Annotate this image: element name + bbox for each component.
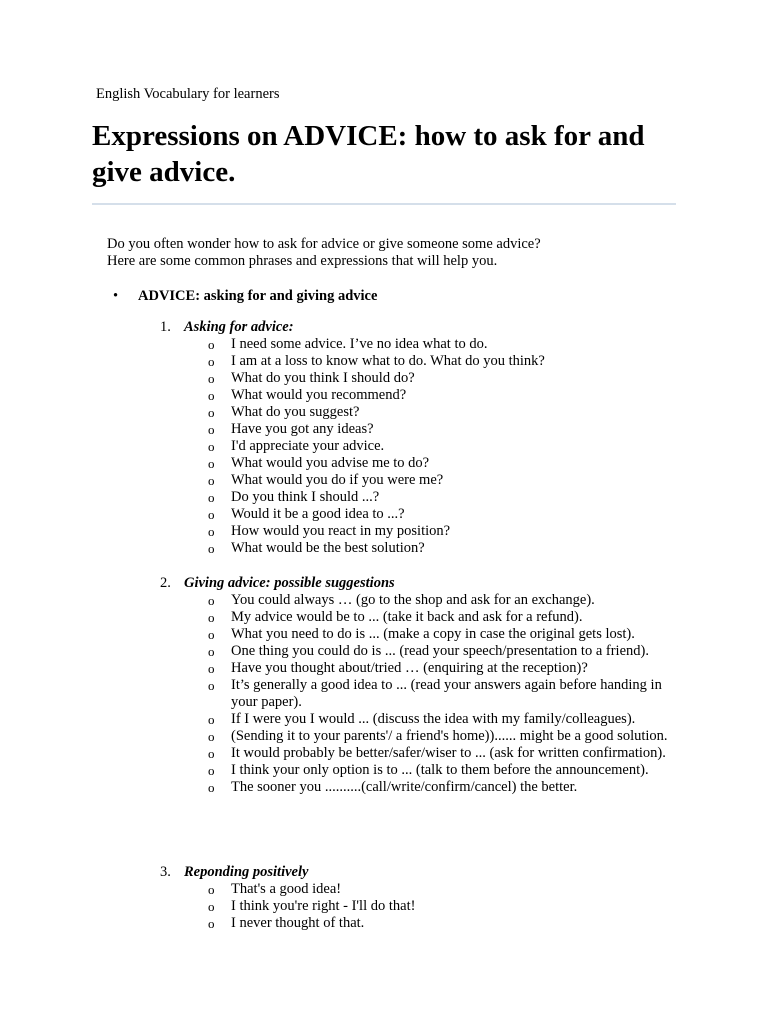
- list-item-text: I'd appreciate your advice.: [231, 438, 385, 454]
- list-item: [160, 404, 679, 421]
- list-item: [160, 387, 679, 404]
- page-title: Expressions on ADVICE: how to ask for and give advice.: [92, 120, 645, 188]
- section-asking-for-advice: [160, 319, 700, 557]
- list-item-text: What would you do if you were me?: [231, 472, 444, 488]
- circle-bullet-icon: o: [208, 473, 215, 488]
- list-item: [160, 898, 679, 915]
- list-item: [160, 438, 679, 455]
- list-item-text: Have you thought about/tried … (enquiring at the reception)?: [231, 660, 588, 676]
- circle-bullet-icon: o: [208, 507, 215, 522]
- list-item-text: What you need to do is ... (make a copy in case the original gets lost).: [231, 626, 635, 642]
- circle-bullet-icon: o: [208, 661, 215, 676]
- list-item: [160, 523, 679, 540]
- circle-bullet-icon: o: [208, 456, 215, 471]
- list-item-text: I think you're right - I'll do that!: [231, 898, 416, 914]
- phrase-list: [160, 336, 700, 557]
- list-item: [160, 540, 679, 557]
- list-item-text: I never thought of that.: [231, 915, 365, 931]
- circle-bullet-icon: o: [208, 524, 215, 539]
- circle-bullet-icon: o: [208, 746, 215, 761]
- circle-bullet-icon: o: [208, 439, 215, 454]
- circle-bullet-icon: o: [208, 354, 215, 369]
- list-item-text: Have you got any ideas?: [231, 421, 374, 437]
- list-item: [160, 336, 679, 353]
- section-heading: Asking for advice:: [184, 319, 294, 335]
- list-item: [160, 353, 679, 370]
- list-item: [160, 779, 679, 796]
- site-label: English Vocabulary for learners: [96, 86, 280, 102]
- section-number: 1.: [160, 319, 171, 335]
- circle-bullet-icon: o: [208, 405, 215, 420]
- section-heading-row: [160, 864, 700, 881]
- circle-bullet-icon: o: [208, 371, 215, 386]
- list-item-text: One thing you could do is ... (read your speech/presentation to a friend).: [231, 643, 649, 659]
- list-item: [160, 643, 679, 660]
- list-item: [160, 592, 679, 609]
- list-item-text: What would you recommend?: [231, 387, 407, 403]
- list-item: [160, 506, 679, 523]
- list-item: [160, 660, 679, 677]
- list-item: [160, 489, 679, 506]
- circle-bullet-icon: o: [208, 388, 215, 403]
- title-divider: [92, 203, 676, 205]
- list-item-text: It would probably be better/safer/wiser to ... (ask for written confirmation).: [231, 745, 666, 761]
- circle-bullet-icon: o: [208, 627, 215, 642]
- list-item-text: What do you suggest?: [231, 404, 360, 420]
- circle-bullet-icon: o: [208, 899, 215, 914]
- list-item: [160, 370, 679, 387]
- list-item: [160, 881, 679, 898]
- circle-bullet-icon: o: [208, 541, 215, 556]
- list-item-text: I need some advice. I’ve no idea what to do.: [231, 336, 488, 352]
- list-item: [160, 677, 679, 711]
- list-item-text: What would be the best solution?: [231, 540, 425, 556]
- list-item-text: What would you advise me to do?: [231, 455, 430, 471]
- list-item-text: (Sending it to your parents'/ a friend's home))...... might be a good solution.: [231, 728, 668, 744]
- list-item-text: How would you react in my position?: [231, 523, 451, 539]
- list-item-text: It’s generally a good idea to ... (read your answers again before handing in your paper).: [231, 677, 662, 710]
- list-item: [160, 915, 679, 932]
- circle-bullet-icon: o: [208, 610, 215, 625]
- list-item-text: My advice would be to ... (take it back and ask for a refund).: [231, 609, 583, 625]
- circle-bullet-icon: o: [208, 422, 215, 437]
- list-item: [160, 762, 679, 779]
- section-responding-positively: [160, 864, 700, 932]
- list-item-text: If I were you I would ... (discuss the idea with my family/colleagues).: [231, 711, 636, 727]
- list-item-text: Do you think I should ...?: [231, 489, 380, 505]
- circle-bullet-icon: o: [208, 678, 215, 693]
- circle-bullet-icon: o: [208, 712, 215, 727]
- phrase-list: [160, 881, 700, 932]
- list-item: [160, 728, 679, 745]
- circle-bullet-icon: o: [208, 763, 215, 778]
- section-heading-row: [160, 319, 700, 336]
- list-item: [160, 609, 679, 626]
- topic-label: ADVICE: asking for and giving advice: [138, 288, 378, 304]
- intro-line: Here are some common phrases and expressions that will help you.: [107, 253, 498, 269]
- list-item-text: I think your only option is to ... (talk to them before the announcement).: [231, 762, 649, 778]
- circle-bullet-icon: o: [208, 780, 215, 795]
- list-item: [160, 711, 679, 728]
- circle-bullet-icon: o: [208, 644, 215, 659]
- list-item-text: The sooner you ..........(call/write/confirm/cancel) the better.: [231, 779, 578, 795]
- list-item: [160, 626, 679, 643]
- list-item: [160, 745, 679, 762]
- list-item-text: Would it be a good idea to ...?: [231, 506, 405, 522]
- section-heading: Reponding positively: [184, 864, 309, 880]
- list-item-text: You could always … (go to the shop and ask for an exchange).: [231, 592, 595, 608]
- list-item: [160, 472, 679, 489]
- list-item-text: That's a good idea!: [231, 881, 342, 897]
- list-item: [160, 421, 679, 438]
- section-heading: Giving advice: possible suggestions: [184, 575, 395, 591]
- list-item-text: What do you think I should do?: [231, 370, 415, 386]
- circle-bullet-icon: o: [208, 490, 215, 505]
- bullet-dot-icon: •: [113, 288, 119, 304]
- list-item-text: I am at a loss to know what to do. What do you think?: [231, 353, 545, 369]
- section-number: 3.: [160, 864, 171, 880]
- list-item: [160, 455, 679, 472]
- circle-bullet-icon: o: [208, 916, 215, 931]
- intro-paragraph: [107, 236, 707, 270]
- phrase-list: [160, 592, 700, 796]
- intro-line: Do you often wonder how to ask for advice or give someone some advice?: [107, 236, 541, 252]
- circle-bullet-icon: o: [208, 729, 215, 744]
- section-heading-row: [160, 575, 700, 592]
- section-giving-advice: [160, 575, 700, 796]
- section-number: 2.: [160, 575, 171, 591]
- circle-bullet-icon: o: [208, 337, 215, 352]
- circle-bullet-icon: o: [208, 882, 215, 897]
- circle-bullet-icon: o: [208, 593, 215, 608]
